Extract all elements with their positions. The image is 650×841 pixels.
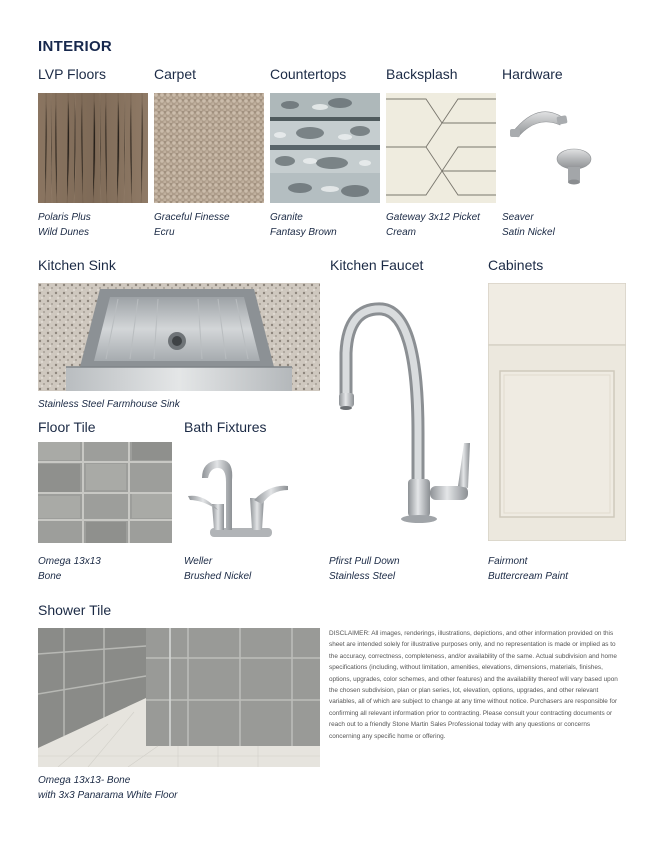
lvp-name: Polaris Plus — [38, 212, 91, 223]
hardware-heading: Hardware — [502, 66, 563, 82]
bath-fixtures-heading: Bath Fixtures — [184, 419, 267, 435]
kitchen-faucet-heading: Kitchen Faucet — [330, 257, 424, 273]
bath-fixtures-name: Weller — [184, 556, 213, 567]
hardware-image — [502, 93, 612, 203]
floor-tile-color: Bone — [38, 571, 62, 582]
countertops-color: Fantasy Brown — [270, 227, 337, 238]
cabinets-heading: Cabinets — [488, 257, 544, 273]
floor-tile-image — [38, 442, 172, 543]
carpet-color: Ecru — [154, 227, 175, 238]
cabinets-caption — [488, 554, 568, 584]
lvp-swatch-image — [38, 93, 148, 203]
carpet-name: Graceful Finesse — [154, 212, 230, 223]
carpet-caption — [154, 210, 230, 240]
page-title: INTERIOR — [38, 38, 113, 55]
countertops-heading: Countertops — [270, 66, 347, 82]
shower-tile-caption — [38, 773, 178, 803]
carpet-swatch-image — [154, 93, 264, 203]
disclaimer-text: DISCLAIMER: All images, renderings, illustrations, depictions, and other information provided on this sheet are intended solely for illustrative purposes only, and no representation is made or implied as to the accuracy, correctness, completeness, and/or availability of the same. Actual subdivision and home specifications (including, without limitation, amenities, elevations, dimensions, materials, finishes, options, upgrades, color schemes, and other features) and the availability thereof will vary based upon the chosen subdivision, plan or plan series, lot, elevation, options, upgrades, and other relevant variables, all of which are subject to change at any time without notice. Purchasers are responsible for confirming all relevant information prior to contracting. Please consult your contracting documents or reach out to a friendly Stone Martin Sales Professional today with any questions or concerns concerning any specific home or offering. — [329, 630, 618, 740]
granite-swatch-image — [270, 93, 380, 203]
hardware-color: Satin Nickel — [502, 227, 555, 238]
shower-tile-floor: with 3x3 Panarama White Floor — [38, 790, 178, 801]
kitchen-faucet-name: Pfirst Pull Down — [329, 556, 400, 567]
cabinet-door-image — [488, 283, 626, 541]
lvp-color: Wild Dunes — [38, 227, 90, 238]
kitchen-sink-image — [38, 283, 320, 391]
shower-tile-image — [38, 628, 320, 767]
hardware-caption — [502, 210, 555, 240]
backsplash-name: Gateway 3x12 Picket — [386, 212, 480, 223]
floor-tile-heading: Floor Tile — [38, 419, 96, 435]
shower-tile-heading: Shower Tile — [38, 602, 112, 618]
bath-fixtures-caption — [184, 554, 251, 584]
floor-tile-caption — [38, 554, 101, 584]
shower-tile-name: Omega 13x13- Bone — [38, 775, 131, 786]
carpet-heading: Carpet — [154, 66, 197, 82]
floor-tile-name: Omega 13x13 — [38, 556, 101, 567]
hardware-name: Seaver — [502, 212, 534, 223]
kitchen-faucet-image — [330, 283, 480, 543]
kitchen-faucet-color: Stainless Steel — [329, 571, 396, 582]
backsplash-swatch-image — [386, 93, 496, 203]
backsplash-heading: Backsplash — [386, 66, 458, 82]
cabinets-name: Fairmont — [488, 556, 528, 567]
kitchen-sink-caption: Stainless Steel Farmhouse Sink — [38, 399, 180, 410]
lvp-caption — [38, 210, 91, 240]
bath-fixtures-color: Brushed Nickel — [184, 571, 252, 582]
cabinets-color: Buttercream Paint — [488, 571, 569, 582]
backsplash-color: Cream — [386, 227, 417, 238]
countertops-caption — [270, 210, 337, 240]
lvp-heading: LVP Floors — [38, 66, 106, 82]
kitchen-faucet-caption — [329, 554, 400, 584]
countertops-name: Granite — [270, 212, 303, 223]
kitchen-sink-heading: Kitchen Sink — [38, 257, 116, 273]
bath-faucet-image — [184, 450, 294, 543]
backsplash-caption — [386, 210, 480, 240]
